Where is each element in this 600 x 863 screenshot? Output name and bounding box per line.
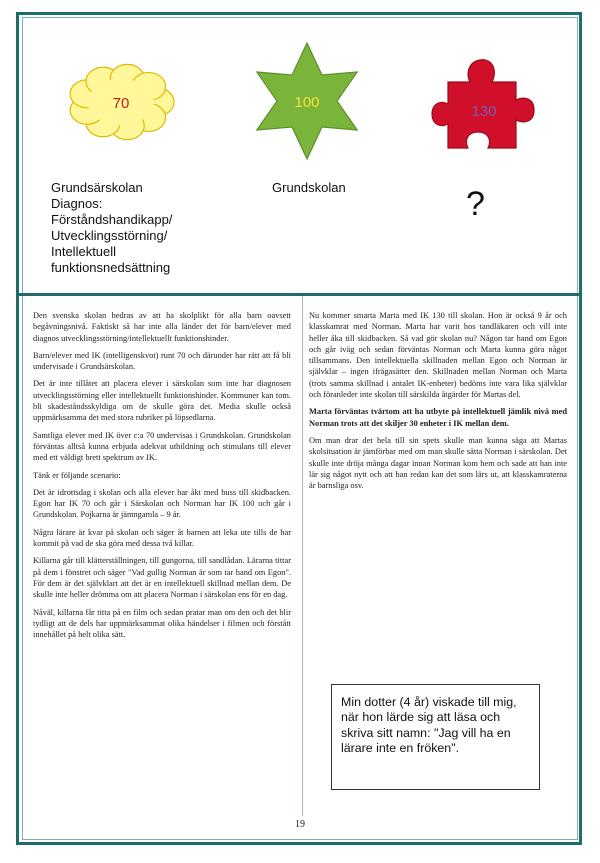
right-paragraph: Nu kommer smarta Marta med IK 130 till skolan. Hon är också 9 år och klasskamrat med Norman. Marta har varit hos tandläkaren och vill inte heller åka till skidbacken. Så vad gör skolan nu? Någon tar hand om Egon och går iväg och sedan förväntas Norman och Marta kunna göra något tillsammans. Den intellektuella skillnaden mellan Egon och Norman är självklar – ingen ifrågasätter den. Skillnaden mellan Norman och Marta (trots samma skillnad i antalet IK-enheter) bedöms inte vara lika självklar och föranleder inte skolan till särskilda åtgärder för Martas del. [309, 311, 567, 400]
left-paragraph: Den svenska skolan hedras av att ha skolplikt för alla barn oavsett begåvningsnivå. Faktiskt så har inte alla länder det för barn/elever med diagnos utvecklingsstörning/intellektuellt funktionshinder. [33, 311, 291, 343]
diagnosis-line-2: Förståndshandikapp/ [51, 212, 173, 227]
question-mark: ? [466, 185, 485, 223]
left-paragraph: Barn/elever med IK (intelligenskvot) runt 70 och därunder har rätt att få bli undervisade i Grundsärskolan. [33, 350, 291, 372]
diagnosis-line-4: Intellektuell [51, 244, 117, 259]
bold-statement: Marta förväntas tvärtom att ha utbyte på intellektuell jämlik nivå med Norman trots att det skiljer 30 enheter i IK mellan dem. [309, 407, 567, 428]
star-shape [246, 40, 368, 162]
diagnosis-line-3: Utvecklingsstörning/ [51, 228, 168, 243]
grundskolan-caption: Grundskolan [272, 180, 346, 195]
puzzle-value: 130 [471, 103, 497, 120]
right-paragraph: Om man drar det hela till sin spets skulle man kunna säga att Martas skolsituation är jämförbar med om man skulle sätta Norman i särskolan. Det skulle inte dröja många dagar innan Norman kom hem och sade att han inte lär sig något nytt och att han redan kan det som lärs ut, att klasskamraterna är barnsliga osv. [309, 435, 567, 491]
left-column [33, 310, 291, 646]
sarskolan-caption [51, 180, 251, 276]
left-paragraph: Det är idrottsdag i skolan och alla elever har åkt med buss till skidbacken. Egon har IK 70 och går i Särskolan och Norman har IK 100 och går i Grundskolan. Pojkarna är jämngamla – 9 år. [33, 487, 291, 520]
section-divider [19, 293, 579, 296]
flower-shape [66, 62, 176, 142]
right-column [309, 310, 567, 497]
quote-box: Min dotter (4 år) viskade till mig, när hon lärde sig att läsa och skriva sitt namn: "Jag vill ha en lärare inte en fröken". [331, 684, 540, 790]
column-divider [302, 296, 303, 816]
left-paragraph: Nåväl, killarna får titta på en film och sedan pratar man om den och det blir tydligt att de dels har uppmärksammat olika händelser i filmen och förstått innehållet på helt olika sätt. [33, 607, 291, 640]
left-paragraph: Några lärare är kvar på skolan och säger åt barnen att leka ute tills de har kommit på vad de ska göra med dessa två killar. [33, 527, 291, 549]
sarskolan-title: Grundsärskolan [51, 180, 143, 195]
page-number: 19 [295, 819, 305, 830]
flower-value: 70 [112, 95, 130, 112]
left-paragraph: Det är inte tillåtet att placera elever i särskolan som inte har diagnosen utvecklingsstörning eller intellektuellt funktionshinder. Kommuner kan tom. bli skadeståndsskyldiga om de skulle göra det. Media skulle också uppmärksamma det med stora rubriker på löpsedlarna. [33, 379, 291, 423]
left-paragraph: Killarna går till klätterställningen, till gungorna, till sandlådan. Lärarna tittar på dem i fönstret och säger "Vad gullig Norman är som tar hand om Egon". För dem är det självklart att det är en intellektuell skillnad mellan dem. De skulle inte heller drömma om att placera Norman i särskolan ens för en dag. [33, 556, 291, 600]
diagnosis-line-1: Diagnos: [51, 196, 103, 211]
star-value: 100 [294, 94, 320, 111]
diagnosis-line-5: funktionsnedsättning [51, 260, 171, 275]
left-paragraph: Tänk er följande scenario: [33, 470, 121, 480]
puzzle-shape [430, 52, 542, 160]
left-paragraph: Samtliga elever med IK över c:a 70 undervisas i Grundskolan. Grundskolan förväntas alltså kunna erbjuda adekvat utbildning och stimulans till elever med ett väldigt brett spektrum av IK. [33, 430, 291, 463]
